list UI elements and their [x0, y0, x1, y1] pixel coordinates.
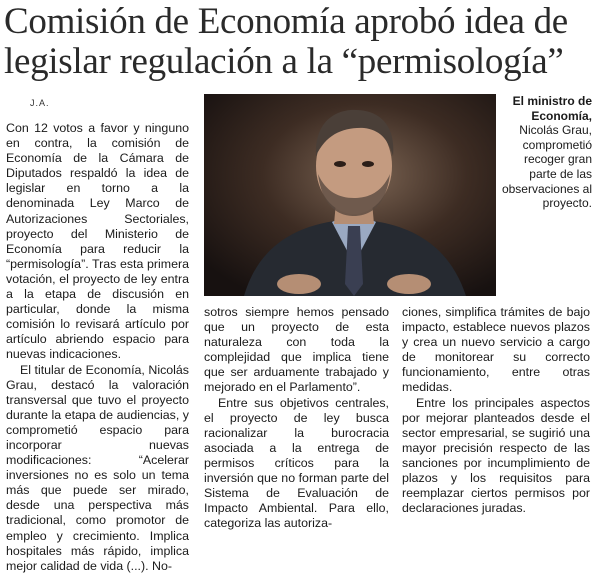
- photo-caption-lead: El ministro de Economía,: [512, 94, 592, 123]
- person-portrait-photo: [204, 94, 496, 296]
- byline: J.A.: [30, 98, 50, 108]
- article-photo: [204, 94, 496, 296]
- paragraph: Entre sus objetivos centrales, el proyecto de ley busca racionalizar la burocracia asociada a la entrega de permisos críticos para la inversión que no forman parte del Sistema de Evaluación de Impacto Ambiental. Para ello, categoriza las autoriza-: [204, 395, 389, 531]
- photo-caption-text: Nicolás Grau, comprometió recoger gran parte de las observaciones al proyecto.: [501, 123, 592, 211]
- paragraph: Con 12 votos a favor y ninguno en contra, la comisión de Economía de la Cámara de Diputados respaldó la idea de legislar en torno a la denominada Ley Marco de Autorizaciones Sectoriales, proyecto del Ministerio de Economía para reducir la “permisología”. Tras esta primera votación, el proyecto de ley entra a la etapa de discusión en particular, donde la misma comisión lo revisará artículo por artículo abriendo espacio para nuevas indicaciones.: [6, 121, 189, 362]
- article-column-1: [6, 121, 189, 574]
- paragraph: sotros siempre hemos pensado que un proyecto de esta naturaleza con toda la complejidad que implica tiene que ser arduamente trabajado y mejorado en el Parlamento”.: [204, 305, 389, 395]
- article-column-3: [402, 305, 590, 516]
- article-column-2: [204, 305, 389, 531]
- headline: Comisión de Economía aprobó idea de legislar regulación a la “permisología”: [4, 1, 568, 82]
- paragraph: El titular de Economía, Nicolás Grau, destacó la valoración transversal que tuvo el proyecto durante la etapa de audiencias, y comprometió espacio para incorporar nuevas modificaciones: “Acelerar inversiones no es solo un tema más que puede ser mirado, desde una perspectiva más tradicional, como promotor de empleo y crecimiento. Implica hospitales más rápido, implica mejor calidad de vida (...). No-: [6, 362, 189, 573]
- paragraph: ciones, simplifica trámites de bajo impacto, establece nuevos plazos y crea un nuevo servicio a cargo de monitorear su correcto funcionamiento, entre otras medidas.: [402, 305, 590, 395]
- photo-caption: [500, 94, 592, 211]
- paragraph: Entre los principales aspectos por mejorar planteados desde el sector empresarial, se sugirió una mayor precisión respecto de las sanciones por incumplimiento de plazos y los requisitos para reemplazar ciertos permisos por declaraciones juradas.: [402, 395, 590, 516]
